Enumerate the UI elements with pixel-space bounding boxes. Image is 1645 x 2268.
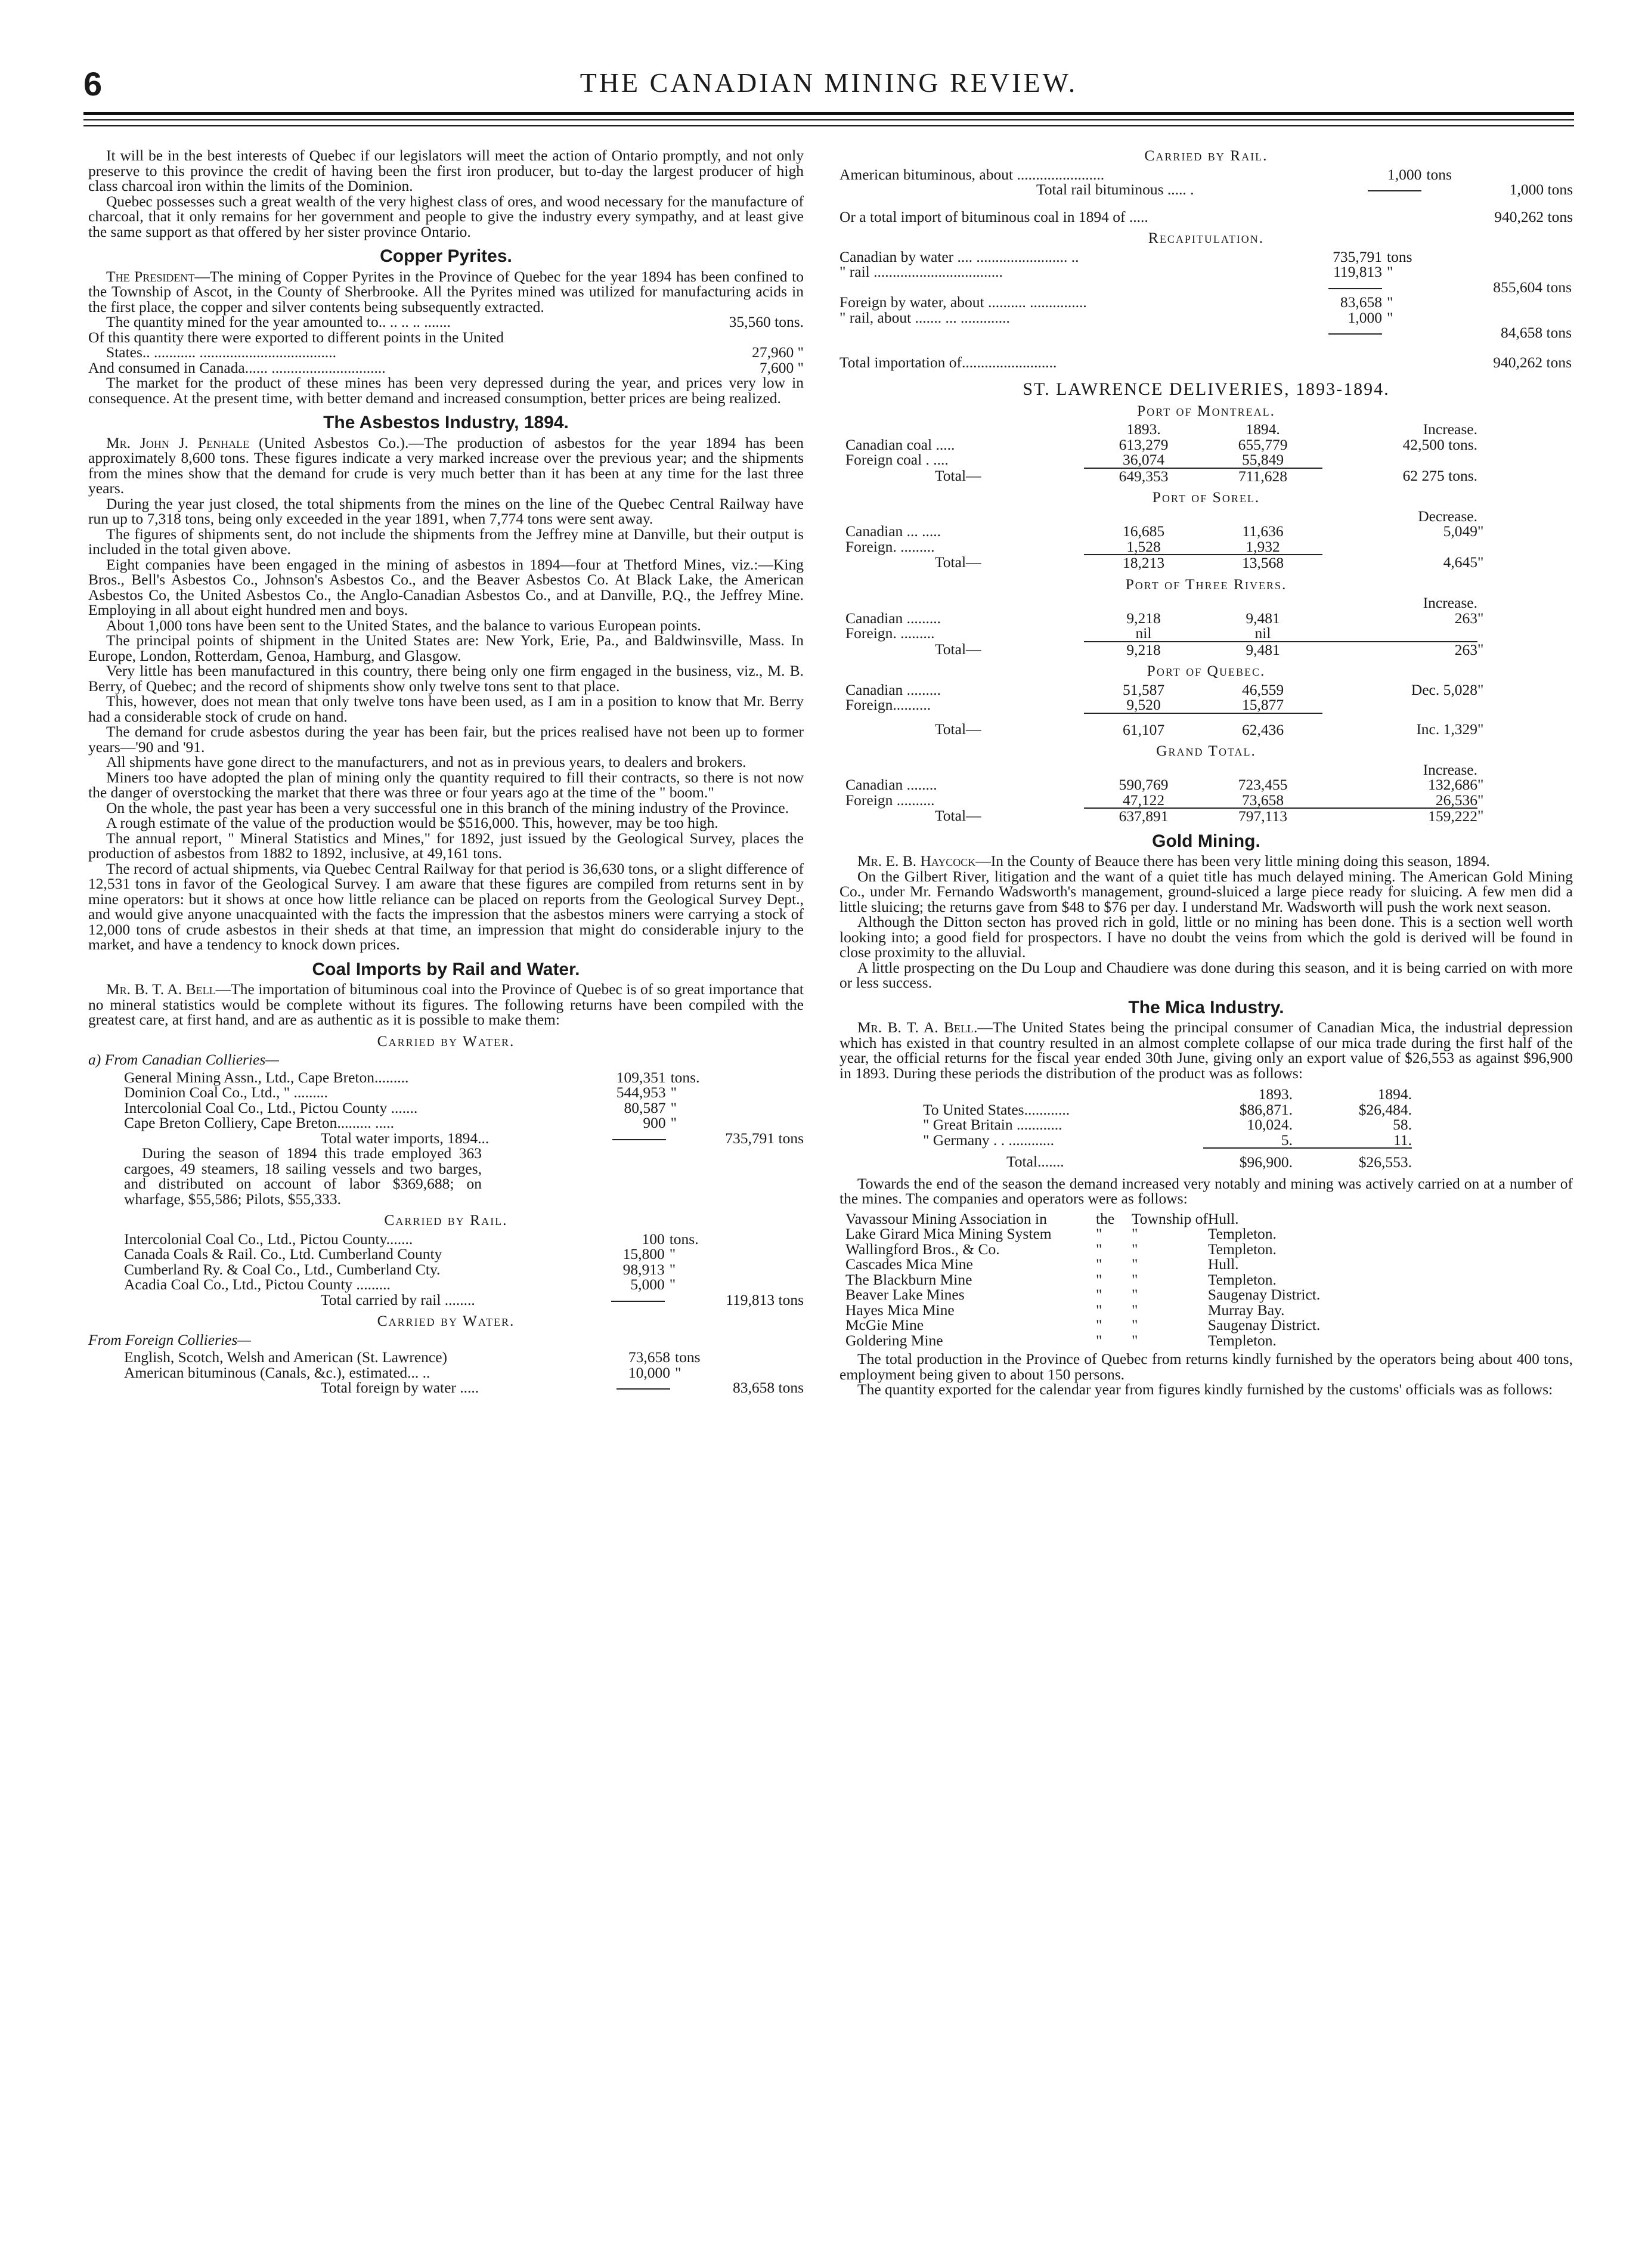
table-header-row: Decrease.	[1418, 507, 1477, 525]
total-row: Total rail bituminous ..... . 1,000 tons	[1036, 181, 1573, 198]
mica-paragraph: Towards the end of the season the demand increased very notably and mining was actively carried on at a number of the mines. The companies and operators were as follows:	[839, 1174, 1573, 1207]
copper-paragraph: The market for the product of these mines has been very depressed during the year, and prices very low in consequence. At the present time, with better demand and increased consumption, better prices are being realized.	[88, 374, 804, 407]
section-heading-coal: Coal Imports by Rail and Water.	[312, 959, 580, 979]
table-row: Intercolonial Coal Co., Ltd., Pictou County ....... 80,587 "	[124, 1099, 677, 1116]
total-row: Total foreign by water ..... 83,658 tons	[321, 1379, 804, 1396]
table-row: " rail .................................. 119,813 "	[839, 263, 1393, 280]
asbestos-paragraph: The record of actual shipments, via Quebec Central Railway for that period is 36,630 tons, or a slight difference of 12,531 tons in favor of the Geological Survey. I am aware that these figures are compiled from returns sent in by mine operators: but it shows at once how little reliance can be placed on reports from the Geological Survey Dept., and would give anyone unacquainted with the facts the impression that the asbestos miners were carrying a stock of 12,000 tons of crude asbestos in their sheds at that time, an impression that might do considerable injury to the market, and have a tendency to knock down prices.	[88, 859, 804, 953]
subheading-recapitulation: Recapitulation.	[1148, 229, 1265, 246]
rule-line	[1328, 333, 1382, 335]
port-table-three-rivers	[845, 595, 1513, 657]
table-row: Of this quantity there were exported to different points in the United	[88, 328, 504, 346]
subheading-carried-by-rail: Carried by Rail.	[384, 1211, 508, 1229]
total-row: Total carried by rail ........ 119,813 tons	[321, 1291, 804, 1308]
speaker-name: Mr. B. T. A. Bell	[106, 980, 216, 998]
speaker-name: Mr. E. B. Haycock	[857, 852, 976, 870]
table-row: Canadian ......... 51,587 46,559 Dec. 5,028 "	[845, 680, 1484, 698]
asbestos-paragraph: A rough estimate of the value of the production would be $516,000. This, however, may be too high.	[106, 814, 718, 831]
copper-paragraph: The President—The mining of Copper Pyrites in the Province of Quebec for the year 1894 has been confined to the Township of Ascot, in the County of Sherbrooke. All the Pyrites mined was utilized for manufacturing acids in the first place, the copper and silver contents being subsequently extracted.	[88, 267, 804, 315]
asbestos-paragraph: The annual report, " Mineral Statistics and Mines," for 1892, just issued by the Geological Survey, places the production of asbestos from 1882 to 1892, inclusive, at 49,161 tons.	[88, 829, 804, 862]
table-row: Cape Breton Colliery, Cape Breton......... ..... 900 "	[124, 1114, 677, 1131]
intro-paragraph: Quebec possesses such a great wealth of the very highest class of ores, and wood necessary for the manufacture of charcoal, that it only remains for her government and people to give the industry every sympathy, and at least give the same support as that offered by her sister province Ontario.	[88, 192, 804, 240]
table-row: Canadian by water .... ........................ .. 735,791 tons	[839, 247, 1412, 265]
table-row: Canadian coal ..... 613,279 655,779 42,500 tons.	[845, 435, 1477, 453]
table-row: Canadian ......... 9,218 9,481 263 "	[845, 609, 1484, 627]
asbestos-paragraph: Eight companies have been engaged in the mining of asbestos in 1894—four at Thetford Mines, viz.:—King Bros., Bell's Asbestos Co., Johnson's Asbestos Co., and the Beaver Asbestos Co. At Black Lake, the American Asbestos Co, the United Asbestos Co., the Anglo-Canadian Asbestos Co., and at Danville, P.Q., the Jeffrey Mine. Employing in all about eight hundred men and boys.	[88, 555, 804, 618]
asbestos-paragraph: Very little has been manufactured in this country, there being only one firm engaged in the business, viz., M. B. Berry, of Quebec; and the record of shipments show only twelve tons sent to that place.	[88, 662, 804, 695]
page-header	[83, 64, 1574, 112]
port-heading: Port of Three Rivers.	[1125, 575, 1287, 593]
asbestos-paragraph: Miners too have adopted the plan of mining only the quantity required to fill their contracts, so there is not now the danger of overstocking the market that there was three or four years ago at the time of the " boom."	[88, 768, 804, 801]
intro-paragraph: It will be in the best interests of Quebec if our legislators will meet the action of Ontario promptly, and not only preserve to this province the credit of having been the first iron producer, but to-day the largest producer of high class charcoal iron within the limits of the Dominion.	[88, 147, 804, 194]
speaker-name: The President	[106, 267, 195, 285]
table-row: " rail, about ....... ... ............. 1,000 "	[839, 308, 1393, 326]
table-row: " Germany . . ............ 5. 11.	[923, 1131, 1412, 1149]
asbestos-paragraph: On the whole, the past year has been a very successful one in this branch of the mining industry of the Province.	[106, 799, 789, 816]
table-row: Foreign.......... 9,520 15,877	[845, 696, 1284, 713]
gold-paragraph: Although the Ditton secton has proved rich in gold, little or no mining has been done. This is a section well worth looking into; a good field for prospectors. I have no doubt the veins from which the gold is derived will be found in close proximity to the alluvial.	[839, 913, 1573, 961]
asbestos-paragraph: The figures of shipments sent, do not include the shipments from the Jeffrey mine at Danville, but their output is included in the total given above.	[88, 525, 804, 558]
mica-operators-table	[845, 1211, 1458, 1348]
total-row: Or a total import of bituminous coal in 1894 of ..... 940,262 tons	[839, 208, 1573, 225]
header-rule-thin-2	[83, 125, 1574, 126]
table-row: Foreign. ......... 1,528 1,932	[845, 537, 1280, 555]
section-heading-copper: Copper Pyrites.	[380, 246, 512, 266]
mica-distribution-table	[923, 1087, 1412, 1170]
total-row: Total— 637,891 797,113 159,222 "	[935, 807, 1484, 825]
table-row: Acadia Coal Co., Ltd., Pictou County ......... 5,000 "	[124, 1276, 676, 1293]
rule-line	[1368, 190, 1421, 191]
table-row: Canada Coals & Rail. Co., Ltd. Cumberland County 15,800 "	[124, 1245, 676, 1263]
total-row: Total— 9,218 9,481 263 "	[935, 640, 1484, 658]
subheading-canadian-collieries: a) From Canadian Collieries—	[88, 1051, 279, 1068]
subtotal-row: 84,658 tons	[839, 325, 1572, 341]
asbestos-paragraph: All shipments have gone direct to the manufacturers, and not as in previous years, to dealers and brokers.	[106, 753, 746, 771]
table-row: Lake Girard Mica Mining System " " Templeton.	[845, 1225, 1277, 1242]
table-header-row: Increase.	[1423, 594, 1477, 611]
table-row: States.. ........... .................................... 27,960 "	[106, 344, 804, 361]
speaker-name: Mr. John J. Penhale	[106, 434, 250, 451]
table-row: To United States............ $86,871. $26,484.	[923, 1100, 1412, 1118]
table-header-row: 1893. 1894. Increase.	[1126, 420, 1477, 438]
port-table-montreal	[845, 422, 1513, 484]
coal-foreign-table	[124, 1350, 804, 1396]
port-heading: Port of Montreal.	[1137, 401, 1275, 419]
coal-rail-table	[124, 1232, 804, 1308]
season-note: During the season of 1894 this trade employed 363 cargoes, 49 steamers, 18 sailing vessels and two barges, and distributed on account of labor $369,688; on wharfage, $55,586; Pilots, $55,333.	[124, 1144, 482, 1208]
rule-line	[1328, 288, 1382, 289]
coal-water-table	[124, 1070, 804, 1146]
subheading-carried-by-water: Carried by Water.	[377, 1312, 515, 1329]
gold-paragraph: Mr. E. B. Haycock—In the County of Beauce there has been very little mining doing this season, 1894.	[857, 852, 1490, 870]
header-rule-thick	[83, 112, 1574, 115]
port-table-sorel	[845, 509, 1513, 571]
publication-title: THE CANADIAN MINING REVIEW.	[580, 67, 1078, 98]
table-header-row: Increase.	[1423, 760, 1477, 778]
subtotal-row: 855,604 tons	[839, 280, 1572, 295]
asbestos-paragraph: Mr. John J. Penhale (United Asbestos Co.).—The production of asbestos for the year 1894 has been approximately 8,600 tons. These figures indicate a very marked increase over the previous year; and the shipments from the mines show that the demand for crude is very much better than it has been at any time for the last three years.	[88, 434, 804, 497]
table-row: The Blackburn Mine " " Templeton.	[845, 1270, 1277, 1288]
table-row: Goldering Mine " " Templeton.	[845, 1331, 1277, 1349]
table-row: Foreign by water, about .......... ............... 83,658 "	[839, 293, 1393, 311]
port-heading: Port of Sorel.	[1152, 488, 1260, 506]
coal-paragraph: Mr. B. T. A. Bell—The importation of bituminous coal into the Province of Quebec is of so great importance that no mineral statistics would be complete without its figures. The following returns have been compiled with the greatest care, at first hand, and are as authentic as it is possible to make them:	[88, 980, 804, 1028]
table-row: Cascades Mica Mine " " Hull.	[845, 1255, 1239, 1273]
mica-paragraph: The quantity exported for the calendar year from figures kindly furnished by the customs' officials was as follows:	[857, 1381, 1553, 1398]
gold-paragraph: A little prospecting on the Du Loup and Chaudiere was done during this season, and it is being carried on with more or less success.	[839, 958, 1573, 991]
asbestos-paragraph: During the year just closed, the total shipments from the mines on the line of the Quebec Central Railway have run up to 7,318 tons, being only exceeded in the year 1891, when 7,774 tons were sent away.	[88, 494, 804, 527]
subheading-carried-by-water: Carried by Water.	[377, 1032, 515, 1050]
copper-quantity-table	[88, 314, 804, 375]
rule-line	[611, 1301, 665, 1302]
asbestos-paragraph: The demand for crude asbestos during the year has been fair, but the prices realised have not been up to former years—'90 and '91.	[88, 723, 804, 756]
port-table-quebec	[845, 682, 1513, 738]
table-row: McGie Mine " " Saugenay District.	[845, 1316, 1321, 1333]
table-row: Cumberland Ry. & Coal Co., Ltd., Cumberland Cty. 98,913 "	[124, 1260, 676, 1278]
port-heading: Port of Quebec.	[1147, 662, 1266, 679]
table-row: Canadian ........ 590,769 723,455 132,686 "	[845, 776, 1484, 793]
table-row: English, Scotch, Welsh and American (St. Lawrence) 73,658 tons	[124, 1348, 701, 1366]
subheading-carried-by-rail: Carried by Rail.	[1144, 147, 1268, 164]
table-row: The quantity mined for the year amounted to.. .. .. .. ....... 35,560 tons.	[106, 313, 804, 330]
table-row: Canadian ... ..... 16,685 11,636 5,049 "	[845, 522, 1484, 540]
header-rule-thin	[83, 119, 1574, 120]
section-heading-asbestos: The Asbestos Industry, 1894.	[323, 413, 569, 432]
total-row: Total....... $96,900. $26,553.	[923, 1148, 1412, 1170]
table-row: Vavassour Mining Association in the Township of Hull.	[845, 1209, 1239, 1227]
rule-line	[617, 1388, 670, 1390]
page-number: 6	[83, 65, 103, 103]
speaker-name: Mr. B. T. A. Bell	[857, 1019, 974, 1036]
asbestos-paragraph: About 1,000 tons have been sent to the United States, and the balance to various European points.	[106, 616, 701, 634]
right-column	[839, 148, 1573, 1397]
section-heading-gold: Gold Mining.	[1152, 831, 1260, 851]
table-row: Hayes Mica Mine " " Murray Bay.	[845, 1301, 1285, 1319]
table-row: And consumed in Canada...... .............................. 7,600 "	[88, 358, 804, 376]
total-row: Total importation of......................... 940,262 tons	[839, 353, 1572, 371]
table-row: General Mining Assn., Ltd., Cape Breton......... 109,351 tons.	[124, 1068, 700, 1086]
total-row: Total— 649,353 711,628 62 275 tons.	[935, 466, 1477, 485]
table-row: Foreign .......... 47,122 73,658 26,536 "	[845, 791, 1484, 809]
total-row: Total— 18,213 13,568 4,645 "	[935, 553, 1484, 571]
asbestos-paragraph: The principal points of shipment in the United States are: New York, Erie, Pa., and Baldwinsville, Mass. In Europe, London, Rotterdam, Genoa, Hamburg, and Glasgow.	[88, 632, 804, 664]
recapitulation-table	[839, 249, 1572, 370]
rule-line	[612, 1139, 666, 1140]
section-heading-st-lawrence: ST. LAWRENCE DELIVERIES, 1893-1894.	[1023, 379, 1390, 399]
mica-paragraph: The total production in the Province of Quebec from returns kindly furnished by the operators being about 400 tons, employment being given to about 150 persons.	[839, 1350, 1573, 1383]
table-row: American bituminous, about ....................... 1,000 tons	[839, 165, 1452, 183]
left-column	[88, 148, 804, 1396]
port-heading: Grand Total.	[1156, 742, 1256, 759]
asbestos-paragraph: This, however, does not mean that only twelve tons have been used, as I am in a position to know that Mr. Berry had a considerable stock of crude on hand.	[88, 692, 804, 725]
total-row: Total— 61,107 62,436 Inc. 1,329 "	[845, 713, 1513, 738]
table-header-row: 1893. 1894.	[1258, 1085, 1412, 1103]
mica-paragraph: Mr. B. T. A. Bell.—The United States being the principal consumer of Canadian Mica, the industrial depression which has existed in that country resulted in an almost complete collapse of our mica trade during the first half of the year, the official returns for the fiscal year ended 30th June, giving only an export value of $26,553 as against $96,900 in 1893. During these periods the distribution of the product was as follows:	[839, 1019, 1573, 1082]
table-row: Wallingford Bros., & Co. " " Templeton.	[845, 1240, 1277, 1258]
table-row: Beaver Lake Mines " " Saugenay District.	[845, 1286, 1321, 1303]
table-row: Dominion Coal Co., Ltd., " ......... 544,953 "	[124, 1084, 677, 1101]
table-row: " Great Britain ............ 10,024. 58.	[923, 1116, 1412, 1133]
port-table-grand-total	[845, 762, 1513, 824]
table-row: Foreign. ......... nil nil	[845, 624, 1271, 642]
table-row: Foreign coal . .... 36,074 55,849	[845, 451, 1284, 468]
subheading-foreign-collieries: From Foreign Collieries—	[88, 1331, 251, 1348]
section-heading-mica: The Mica Industry.	[1128, 997, 1284, 1017]
gold-paragraph: On the Gilbert River, litigation and the want of a quiet title has much delayed mining. The American Gold Mining Co., under Mr. Fernando Wadsworth's management, ground-sluiced a large piece ready for sluicing. A few men did a little sluicing; the returns gave from $48 to $76 per day. I understand Mr. Wadsworth will push the work next season.	[839, 867, 1573, 915]
table-row: Intercolonial Coal Co., Ltd., Pictou County....... 100 tons.	[124, 1230, 699, 1248]
table-row: American bituminous (Canals, &c.), estimated... .. 10,000 "	[124, 1363, 681, 1381]
total-row: Total water imports, 1894... 735,791 tons	[321, 1129, 804, 1147]
rail-import-table	[839, 167, 1573, 225]
